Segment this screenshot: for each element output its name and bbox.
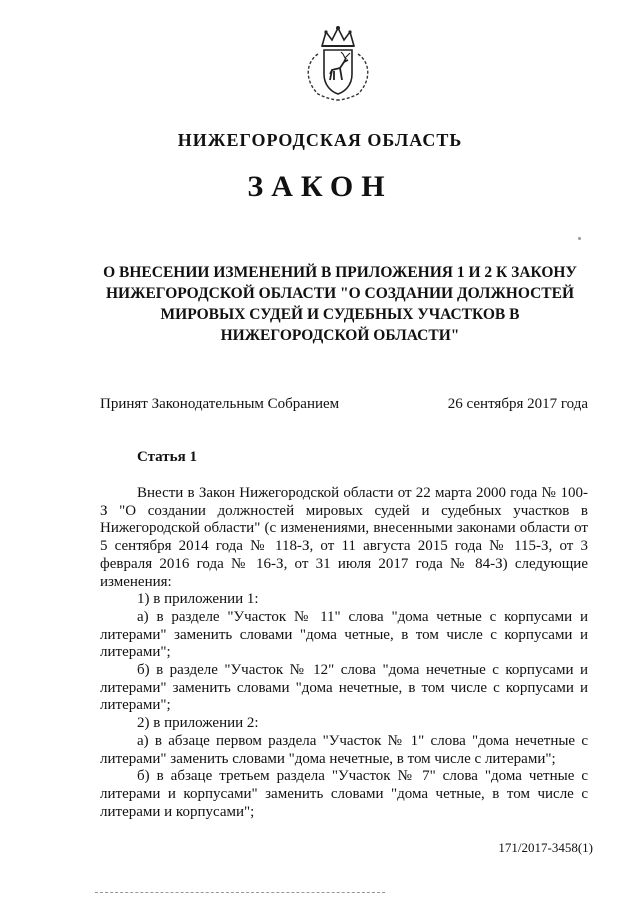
region-heading: НИЖЕГОРОДСКАЯ ОБЛАСТЬ xyxy=(177,130,463,150)
document-number: 171/2017-3458(1) xyxy=(498,840,593,855)
law-title-line: О ВНЕСЕНИИ ИЗМЕНЕНИЙ В ПРИЛОЖЕНИЯ 1 И 2 К ЗАКОНУ xyxy=(103,264,577,281)
paragraph: б) в абзаце третьем раздела "Участок № 7" слова "дома четные с литерами и корпусами" заменить словами "дома четные, в том числе с литерами и корпусами"; xyxy=(100,768,588,820)
paragraph: б) в разделе "Участок № 12" слова "дома нечетные с корпусами и литерами" заменить словами "дома нечетные, в том числе с корпусами и литерами"; xyxy=(100,662,588,714)
scan-speck xyxy=(578,237,581,240)
law-title xyxy=(100,262,580,346)
paragraph: а) в абзаце первом раздела "Участок № 1" слова "дома нечетные с литерами" заменить словами "дома нечетные, в том числе с литерами"; xyxy=(100,732,588,767)
paragraph: а) в разделе "Участок № 11" слова "дома четные с корпусами и литерами" заменить словами "дома четные, в том числе с корпусами и литерами"; xyxy=(100,608,588,661)
article-body xyxy=(100,485,588,821)
coat-of-arms-icon xyxy=(296,24,380,102)
adopted-by: Принят Законодательным Собранием xyxy=(100,396,340,412)
article-heading: Статья 1 xyxy=(137,449,197,465)
paragraph: 1) в приложении 1: xyxy=(137,591,259,608)
document-type: ЗАКОН xyxy=(247,170,393,203)
law-title-line: НИЖЕГОРОДСКОЙ ОБЛАСТИ" xyxy=(220,327,460,344)
footer-divider xyxy=(95,892,385,893)
law-title-line: НИЖЕГОРОДСКОЙ ОБЛАСТИ "О СОЗДАНИИ ДОЛЖНОСТЕЙ xyxy=(106,285,574,302)
adoption-date: 26 сентября 2017 года xyxy=(447,396,588,412)
paragraph: Внести в Закон Нижегородской области от 22 марта 2000 года № 100-З "О создании должностей мировых судей и судебных участков в Нижегородской области" (с изменениями, внесенными законами области от 5 сентября 2014 года № 118-З, от 11 августа 2015 года № 115-З, от 3 февраля 2016 года № 16-З, от 31 июля 2017 года № 84-З) следующие изменения: xyxy=(100,485,588,590)
law-title-line: МИРОВЫХ СУДЕЙ И СУДЕБНЫХ УЧАСТКОВ В xyxy=(160,306,520,323)
paragraph: 2) в приложении 2: xyxy=(137,715,259,732)
